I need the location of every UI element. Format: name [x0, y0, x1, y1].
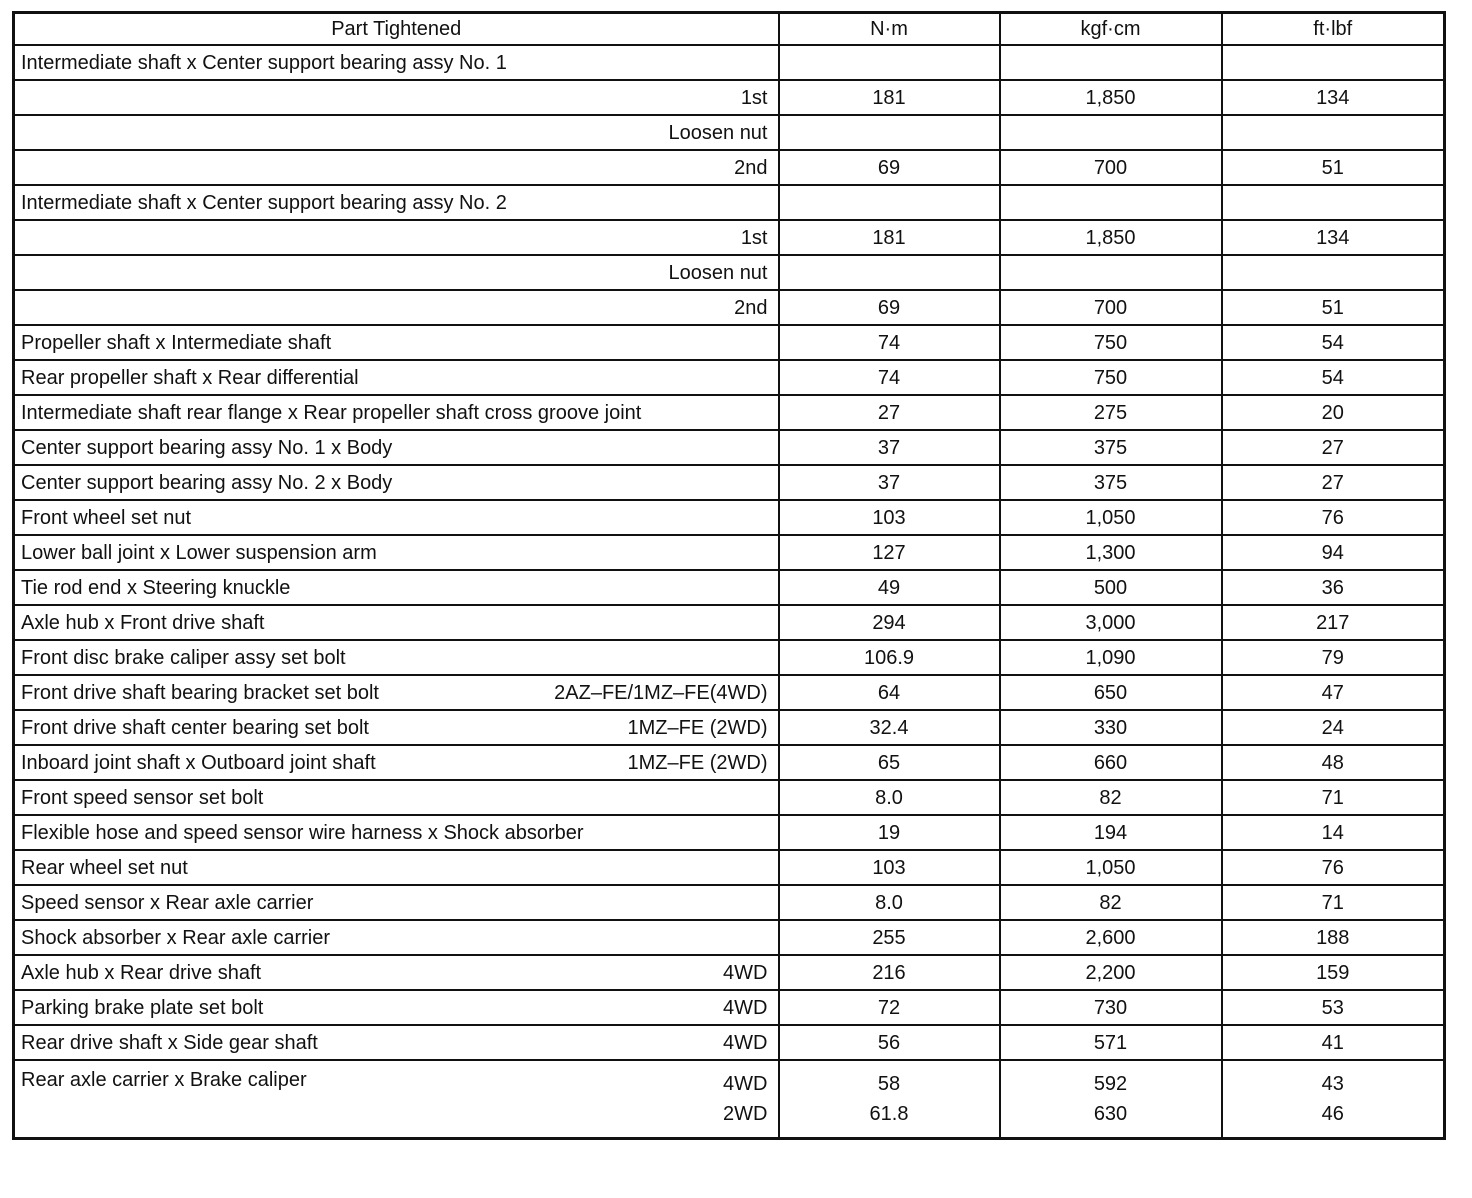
table-row — [14, 360, 1445, 395]
ftlbf-value-4wd: 43 — [1321, 1073, 1344, 1095]
nm-value: 69 — [779, 290, 1000, 325]
nm-value: 32.4 — [779, 710, 1000, 745]
nm-value: 49 — [779, 570, 1000, 605]
kgfcm-value: 375 — [1000, 465, 1222, 500]
table-row — [14, 185, 1445, 220]
kgfcm-value: 194 — [1000, 815, 1222, 850]
ftlbf-value: 51 — [1222, 290, 1445, 325]
part-cell — [14, 570, 779, 605]
part-cell — [14, 780, 779, 815]
kgfcm-value — [1000, 255, 1222, 290]
part-cell — [14, 920, 779, 955]
ftlbf-value: 54 — [1222, 325, 1445, 360]
ftlbf-value: 71 — [1222, 780, 1445, 815]
ftlbf-value: 134 — [1222, 80, 1445, 115]
nm-value-2wd: 61.8 — [869, 1103, 909, 1125]
nm-value: 72 — [779, 990, 1000, 1025]
ftlbf-value: 134 — [1222, 220, 1445, 255]
part-label: Shock absorber x Rear axle carrier — [21, 926, 331, 949]
part-label: 1st — [740, 226, 768, 249]
ftlbf-value: 48 — [1222, 745, 1445, 780]
header-row — [14, 13, 1445, 46]
ftlbf-value: 54 — [1222, 360, 1445, 395]
kgfcm-value-2wd: 630 — [1093, 1103, 1128, 1125]
ftlbf-value: 94 — [1222, 535, 1445, 570]
kgfcm-value: 1,090 — [1000, 640, 1222, 675]
part-cell — [14, 185, 779, 220]
part-label: Intermediate shaft x Center support bearing assy No. 2 — [21, 191, 507, 214]
part-cell — [14, 80, 779, 115]
part-label: Rear drive shaft x Side gear shaft — [21, 1031, 318, 1054]
kgfcm-value: 700 — [1000, 150, 1222, 185]
kgfcm-value: 1,300 — [1000, 535, 1222, 570]
part-cell — [14, 500, 779, 535]
part-cell — [14, 675, 779, 710]
part-label: Inboard joint shaft x Outboard joint shaft — [21, 751, 376, 774]
condition-label: 4WD — [723, 1031, 768, 1054]
part-cell — [14, 115, 779, 150]
nm-value: 37 — [779, 465, 1000, 500]
ftlbf-value: 14 — [1222, 815, 1445, 850]
nm-value: 181 — [779, 80, 1000, 115]
part-label: Center support bearing assy No. 2 x Body — [21, 471, 393, 494]
kgfcm-value: 330 — [1000, 710, 1222, 745]
table-row — [14, 955, 1445, 990]
kgfcm-value: 1,850 — [1000, 80, 1222, 115]
part-label: Intermediate shaft rear flange x Rear propeller shaft cross groove joint — [21, 401, 642, 424]
kgfcm-value: 2,600 — [1000, 920, 1222, 955]
kgfcm-value: 1,050 — [1000, 500, 1222, 535]
table-row — [14, 920, 1445, 955]
part-cell — [14, 255, 779, 290]
condition-stack — [723, 1069, 767, 1129]
part-cell — [14, 430, 779, 465]
part-label: Center support bearing assy No. 1 x Body — [21, 436, 393, 459]
part-label: Front drive shaft bearing bracket set bolt — [21, 681, 379, 704]
part-label: Tie rod end x Steering knuckle — [21, 576, 291, 599]
table-row — [14, 290, 1445, 325]
nm-value: 216 — [779, 955, 1000, 990]
ftlbf-value: 27 — [1222, 465, 1445, 500]
ftlbf-value: 51 — [1222, 150, 1445, 185]
header-kgfcm: kgf·cm — [1000, 13, 1222, 46]
table-body — [14, 45, 1445, 1139]
part-cell — [14, 395, 779, 430]
part-label: Rear wheel set nut — [21, 856, 188, 879]
nm-value: 255 — [779, 920, 1000, 955]
ftlbf-value: 41 — [1222, 1025, 1445, 1060]
table-row — [14, 605, 1445, 640]
kgfcm-value: 1,050 — [1000, 850, 1222, 885]
part-cell — [14, 290, 779, 325]
ftlbf-value — [1222, 255, 1445, 290]
condition-2wd: 2WD — [723, 1103, 768, 1125]
part-label: Front drive shaft center bearing set bolt — [21, 716, 369, 739]
nm-value — [779, 185, 1000, 220]
kgfcm-value: 571 — [1000, 1025, 1222, 1060]
ftlbf-value: 188 — [1222, 920, 1445, 955]
nm-value: 19 — [779, 815, 1000, 850]
part-cell — [14, 815, 779, 850]
table-row — [14, 780, 1445, 815]
kgfcm-value: 660 — [1000, 745, 1222, 780]
nm-value: 103 — [779, 500, 1000, 535]
table-row-rear-axle-carrier — [14, 1060, 1445, 1139]
kgfcm-value: 3,000 — [1000, 605, 1222, 640]
part-label: Axle hub x Rear drive shaft — [21, 961, 262, 984]
kgfcm-value: 2,200 — [1000, 955, 1222, 990]
nm-value: 65 — [779, 745, 1000, 780]
kgfcm-value-4wd: 592 — [1093, 1073, 1128, 1095]
part-cell — [14, 605, 779, 640]
table-row — [14, 850, 1445, 885]
part-cell — [14, 45, 779, 80]
condition-label: 4WD — [723, 996, 768, 1019]
part-cell — [14, 360, 779, 395]
kgfcm-value: 750 — [1000, 325, 1222, 360]
part-label: Front disc brake caliper assy set bolt — [21, 646, 346, 669]
header-nm: N·m — [779, 13, 1000, 46]
part-label: Parking brake plate set bolt — [21, 996, 264, 1019]
nm-value: 37 — [779, 430, 1000, 465]
part-label: Speed sensor x Rear axle carrier — [21, 891, 314, 914]
ftlbf-value: 47 — [1222, 675, 1445, 710]
kgfcm-value: 375 — [1000, 430, 1222, 465]
condition-label: 1MZ–FE (2WD) — [627, 751, 768, 774]
torque-spec-table — [12, 11, 1446, 1140]
part-cell — [14, 885, 779, 920]
nm-value — [779, 45, 1000, 80]
table-row — [14, 255, 1445, 290]
part-label: 2nd — [734, 296, 768, 319]
nm-value: 106.9 — [779, 640, 1000, 675]
table-row — [14, 710, 1445, 745]
table-row — [14, 1025, 1445, 1060]
part-label: Axle hub x Front drive shaft — [21, 611, 265, 634]
part-label: Loosen nut — [668, 121, 768, 144]
table-row — [14, 570, 1445, 605]
table-row — [14, 220, 1445, 255]
kgfcm-value — [1000, 115, 1222, 150]
ftlbf-value: 24 — [1222, 710, 1445, 745]
nm-value: 181 — [779, 220, 1000, 255]
ftlbf-value: 71 — [1222, 885, 1445, 920]
part-label: Rear axle carrier x Brake caliper — [21, 1069, 307, 1091]
nm-value: 8.0 — [779, 780, 1000, 815]
nm-value: 74 — [779, 325, 1000, 360]
table-row — [14, 745, 1445, 780]
table-row — [14, 640, 1445, 675]
ftlbf-value: 20 — [1222, 395, 1445, 430]
ftlbf-value-2wd: 46 — [1321, 1103, 1344, 1125]
ftlbf-value: 76 — [1222, 850, 1445, 885]
part-cell — [14, 640, 779, 675]
nm-value: 8.0 — [779, 885, 1000, 920]
table-row — [14, 395, 1445, 430]
nm-value — [779, 115, 1000, 150]
part-cell — [14, 1025, 779, 1060]
kgfcm-value: 700 — [1000, 290, 1222, 325]
kgfcm-value: 750 — [1000, 360, 1222, 395]
kgfcm-value — [1000, 45, 1222, 80]
condition-label: 4WD — [723, 961, 768, 984]
kgfcm-value: 500 — [1000, 570, 1222, 605]
part-cell — [14, 325, 779, 360]
part-cell — [14, 955, 779, 990]
table-row — [14, 500, 1445, 535]
nm-cell — [779, 1060, 1000, 1139]
part-label: Flexible hose and speed sensor wire harness x Shock absorber — [21, 821, 584, 844]
part-cell — [14, 220, 779, 255]
part-label: Loosen nut — [668, 261, 768, 284]
nm-value-4wd: 58 — [877, 1073, 901, 1095]
ftlbf-value — [1222, 115, 1445, 150]
part-cell — [14, 535, 779, 570]
header-part-tightened: Part Tightened — [14, 13, 779, 46]
kgfcm-value: 82 — [1000, 780, 1222, 815]
kgfcm-value: 1,850 — [1000, 220, 1222, 255]
ftlbf-value — [1222, 185, 1445, 220]
nm-value: 69 — [779, 150, 1000, 185]
kgfcm-cell — [1000, 1060, 1222, 1139]
nm-value: 56 — [779, 1025, 1000, 1060]
part-cell — [14, 990, 779, 1025]
part-cell — [14, 465, 779, 500]
table-row — [14, 325, 1445, 360]
part-label: Lower ball joint x Lower suspension arm — [21, 541, 377, 564]
table-row — [14, 45, 1445, 80]
kgfcm-value: 650 — [1000, 675, 1222, 710]
part-label: Propeller shaft x Intermediate shaft — [21, 331, 332, 354]
nm-value — [779, 255, 1000, 290]
ftlbf-value — [1222, 45, 1445, 80]
ftlbf-value: 36 — [1222, 570, 1445, 605]
part-label: Rear propeller shaft x Rear differential — [21, 366, 359, 389]
kgfcm-value: 730 — [1000, 990, 1222, 1025]
header-ftlbf: ft·lbf — [1222, 13, 1445, 46]
part-cell — [14, 1060, 779, 1139]
part-label: Front wheel set nut — [21, 506, 192, 529]
ftlbf-value: 53 — [1222, 990, 1445, 1025]
part-label: 1st — [740, 86, 768, 109]
table-row — [14, 115, 1445, 150]
nm-value: 74 — [779, 360, 1000, 395]
part-cell — [14, 150, 779, 185]
part-label: Front speed sensor set bolt — [21, 786, 264, 809]
kgfcm-value — [1000, 185, 1222, 220]
ftlbf-value: 27 — [1222, 430, 1445, 465]
condition-label: 1MZ–FE (2WD) — [627, 716, 768, 739]
kgfcm-value: 82 — [1000, 885, 1222, 920]
table-row — [14, 465, 1445, 500]
table-row — [14, 430, 1445, 465]
nm-value: 64 — [779, 675, 1000, 710]
table-row — [14, 150, 1445, 185]
table-row — [14, 815, 1445, 850]
ftlbf-cell — [1222, 1060, 1445, 1139]
table-row — [14, 80, 1445, 115]
part-cell — [14, 745, 779, 780]
nm-value: 127 — [779, 535, 1000, 570]
part-label: 2nd — [734, 156, 768, 179]
table-row — [14, 885, 1445, 920]
nm-value: 103 — [779, 850, 1000, 885]
ftlbf-value: 76 — [1222, 500, 1445, 535]
kgfcm-value: 275 — [1000, 395, 1222, 430]
part-cell — [14, 710, 779, 745]
ftlbf-value: 159 — [1222, 955, 1445, 990]
condition-4wd: 4WD — [723, 1073, 768, 1095]
table-row — [14, 990, 1445, 1025]
ftlbf-value: 79 — [1222, 640, 1445, 675]
table-row — [14, 535, 1445, 570]
nm-value: 294 — [779, 605, 1000, 640]
nm-value: 27 — [779, 395, 1000, 430]
table-row — [14, 675, 1445, 710]
ftlbf-value: 217 — [1222, 605, 1445, 640]
part-label: Intermediate shaft x Center support bearing assy No. 1 — [21, 51, 507, 74]
part-cell — [14, 850, 779, 885]
condition-label: 2AZ–FE/1MZ–FE(4WD) — [554, 681, 768, 704]
